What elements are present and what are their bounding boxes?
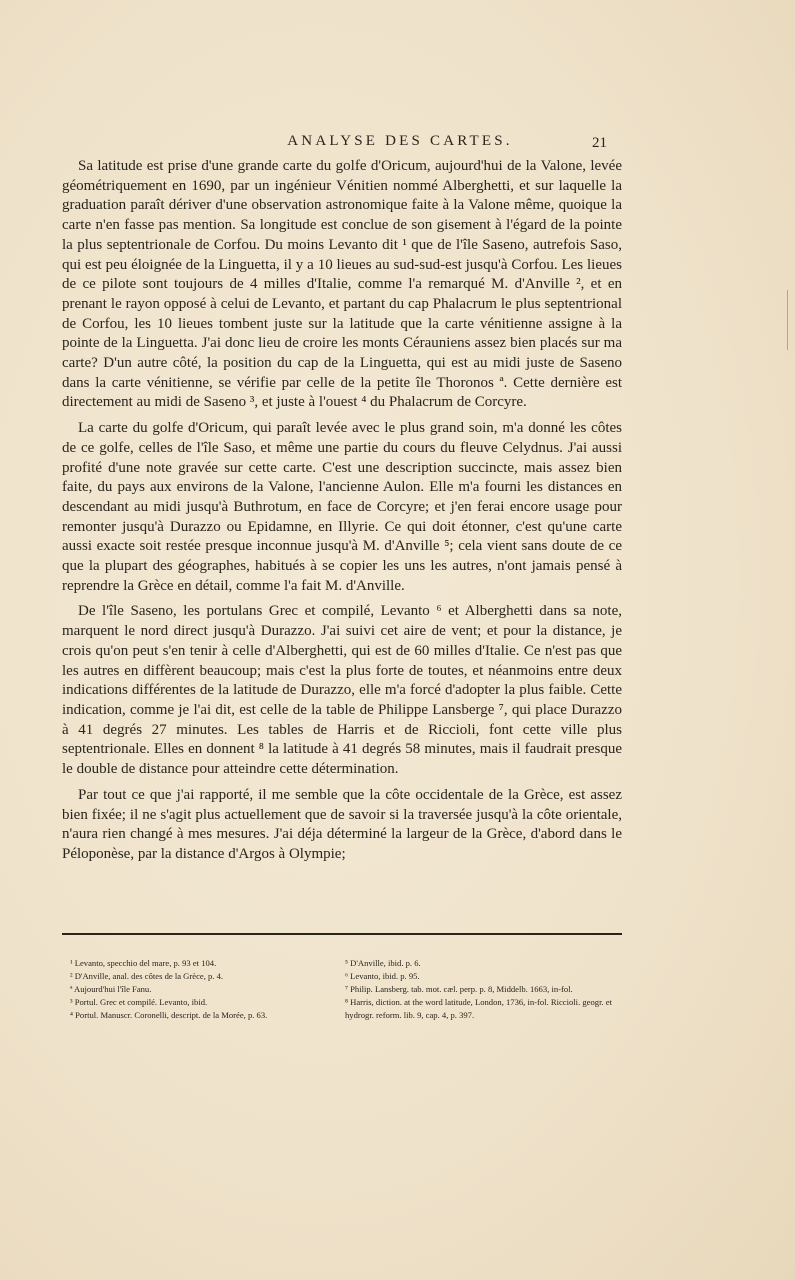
paragraph-4: Par tout ce que j'ai rapporté, il me semble que la côte occidentale de la Grèce, est assez bien fixée; il ne s'agit plus actuellement que de savoir si la traversée jusqu'à la côte orientale, n'aura rien changé à mes mesures. J'ai déja déterminé la largeur de la Grèce, d'abord dans le Péloponèse, par la distance d'Argos à Olympie; xyxy=(62,786,622,862)
paragraph-3: De l'île Saseno, les portulans Grec et compilé, Levanto ⁶ et Alberghetti dans sa note, marquent le nord direct jusqu'à Durazzo. J'ai suivi cet aire de vent; et pour la distance, je crois qu'on peut s'en tenir à celle d'Alberghetti, qui est de 60 milles d'Italie. Ce n'est pas que les autres en diffèrent beaucoup; mais c'est la plus forte de toutes, et néanmoins entre deux indications différentes de la latitude de Durazzo, elle m'a forcé d'adopter la plus faible. Cette indication, comme je l'ai dit, est celle de la table de Philippe Lansberge ⁷, qui place Durazzo à 41 degrés 27 minutes. Les tables de Harris et de Riccioli, font cette ville plus septentrionale. Elles en donnent ⁸ la latitude à 41 degrés 58 minutes, mais il faudrait presque le double de distance pour atteindre cette détermination. xyxy=(62,603,622,778)
footnote: ⁴ Portul. Manuscr. Coronelli, descript. de la Morée, p. 63. xyxy=(70,1010,268,1020)
body-text xyxy=(62,157,622,871)
footnote: ⁸ Harris, diction. at the word latitude, London, 1736, in-fol. Riccioli. geogr. et hydrogr. reform. lib. 9, cap. 4, p. 397. xyxy=(345,997,612,1020)
page-number: 21 xyxy=(592,135,607,151)
footnote: ¹ Levanto, specchio del mare, p. 93 et 104. xyxy=(70,958,217,968)
footnotes-left xyxy=(70,957,335,1022)
footnote: ⁵ D'Anville, ibid. p. 6. xyxy=(345,958,421,968)
footnote: ⁶ Levanto, ibid. p. 95. xyxy=(345,971,420,981)
footnote: ² D'Anville, anal. des côtes de la Grèce, p. 4. xyxy=(70,971,224,981)
footnote-rule xyxy=(62,933,622,935)
page-edge-mark xyxy=(787,290,795,350)
footnote: ⁷ Philip. Lansberg. tab. mot. cæl. perp. p. 8, Middelb. 1663, in-fol. xyxy=(345,984,573,994)
paragraph-2: La carte du golfe d'Oricum, qui paraît levée avec le plus grand soin, m'a donné les côtes de ce golfe, celles de l'île Saso, et même une partie du cours du fleuve Celydnus. J'ai aussi profité d'une note gravée sur cette carte. C'est une description succincte, mais assez bien faite, du pays aux environs de la Valone, l'ancienne Aulon. Elle m'a fourni les distances en descendant au midi jusqu'à Buthrotum, en face de Corcyre; et j'en ferai encore usage pour remonter jusqu'à Durazzo ou Epidamne, en Illyrie. Ce qui doit étonner, c'est qu'une carte aussi exacte soit restée presque inconnue jusqu'à M. d'Anville ⁵; cela vient sans doute de ce que la plupart des géographes, habitués à se copier les uns les autres, n'ont jamais pensé à reprendre la Grèce en détail, comme l'a fait M. d'Anville. xyxy=(62,420,622,594)
paragraph-1: Sa latitude est prise d'une grande carte du golfe d'Oricum, aujourd'hui de la Valone, levée géométriquement en 1690, par un ingénieur Vénitien nommé Alberghetti, et sur laquelle la graduation paraît dériver d'une observation astronomique faite à la Valone même, quoique la carte n'en fasse pas mention. Sa longitude est conclue de son gisement à l'égard de la pointe la plus septentrionale de Corfou. Du moins Levanto dit ¹ que de l'île Saseno, autrefois Saso, qui est peu éloignée de la Linguetta, il y a 10 lieues au sud-sud-est jusqu'à Corfou. Les lieues de ce pilote sont toujours de 4 milles d'Italie, comme l'a remarqué M. d'Anville ², et en prenant le rayon opposé à celui de Levanto, et partant du cap Phalacrum le plus septentrional de Corfou, les 10 lieues tombent juste sur la latitude que la carte vénitienne assigne à la pointe de la Linguetta. J'ai donc lieu de croire les monts Cérauniens assez bien placés sur ma carte? D'un autre côté, la position du cap de la Linguetta, qui est au midi juste de Saseno dans la carte vénitienne, se vérifie par celle de la petite île Thoronos ª. Cette dernière est directement au midi de Saseno ³, et juste à l'ouest ⁴ du Phalacrum de Corcyre. xyxy=(62,158,622,411)
footnotes-right xyxy=(345,957,620,1022)
footnote: ³ Portul. Grec et compilé. Levanto, ibid. xyxy=(70,997,208,1007)
footnote: ª Aujourd'hui l'île Fanu. xyxy=(70,984,152,994)
running-head: ANALYSE DES CARTES. xyxy=(287,133,513,149)
